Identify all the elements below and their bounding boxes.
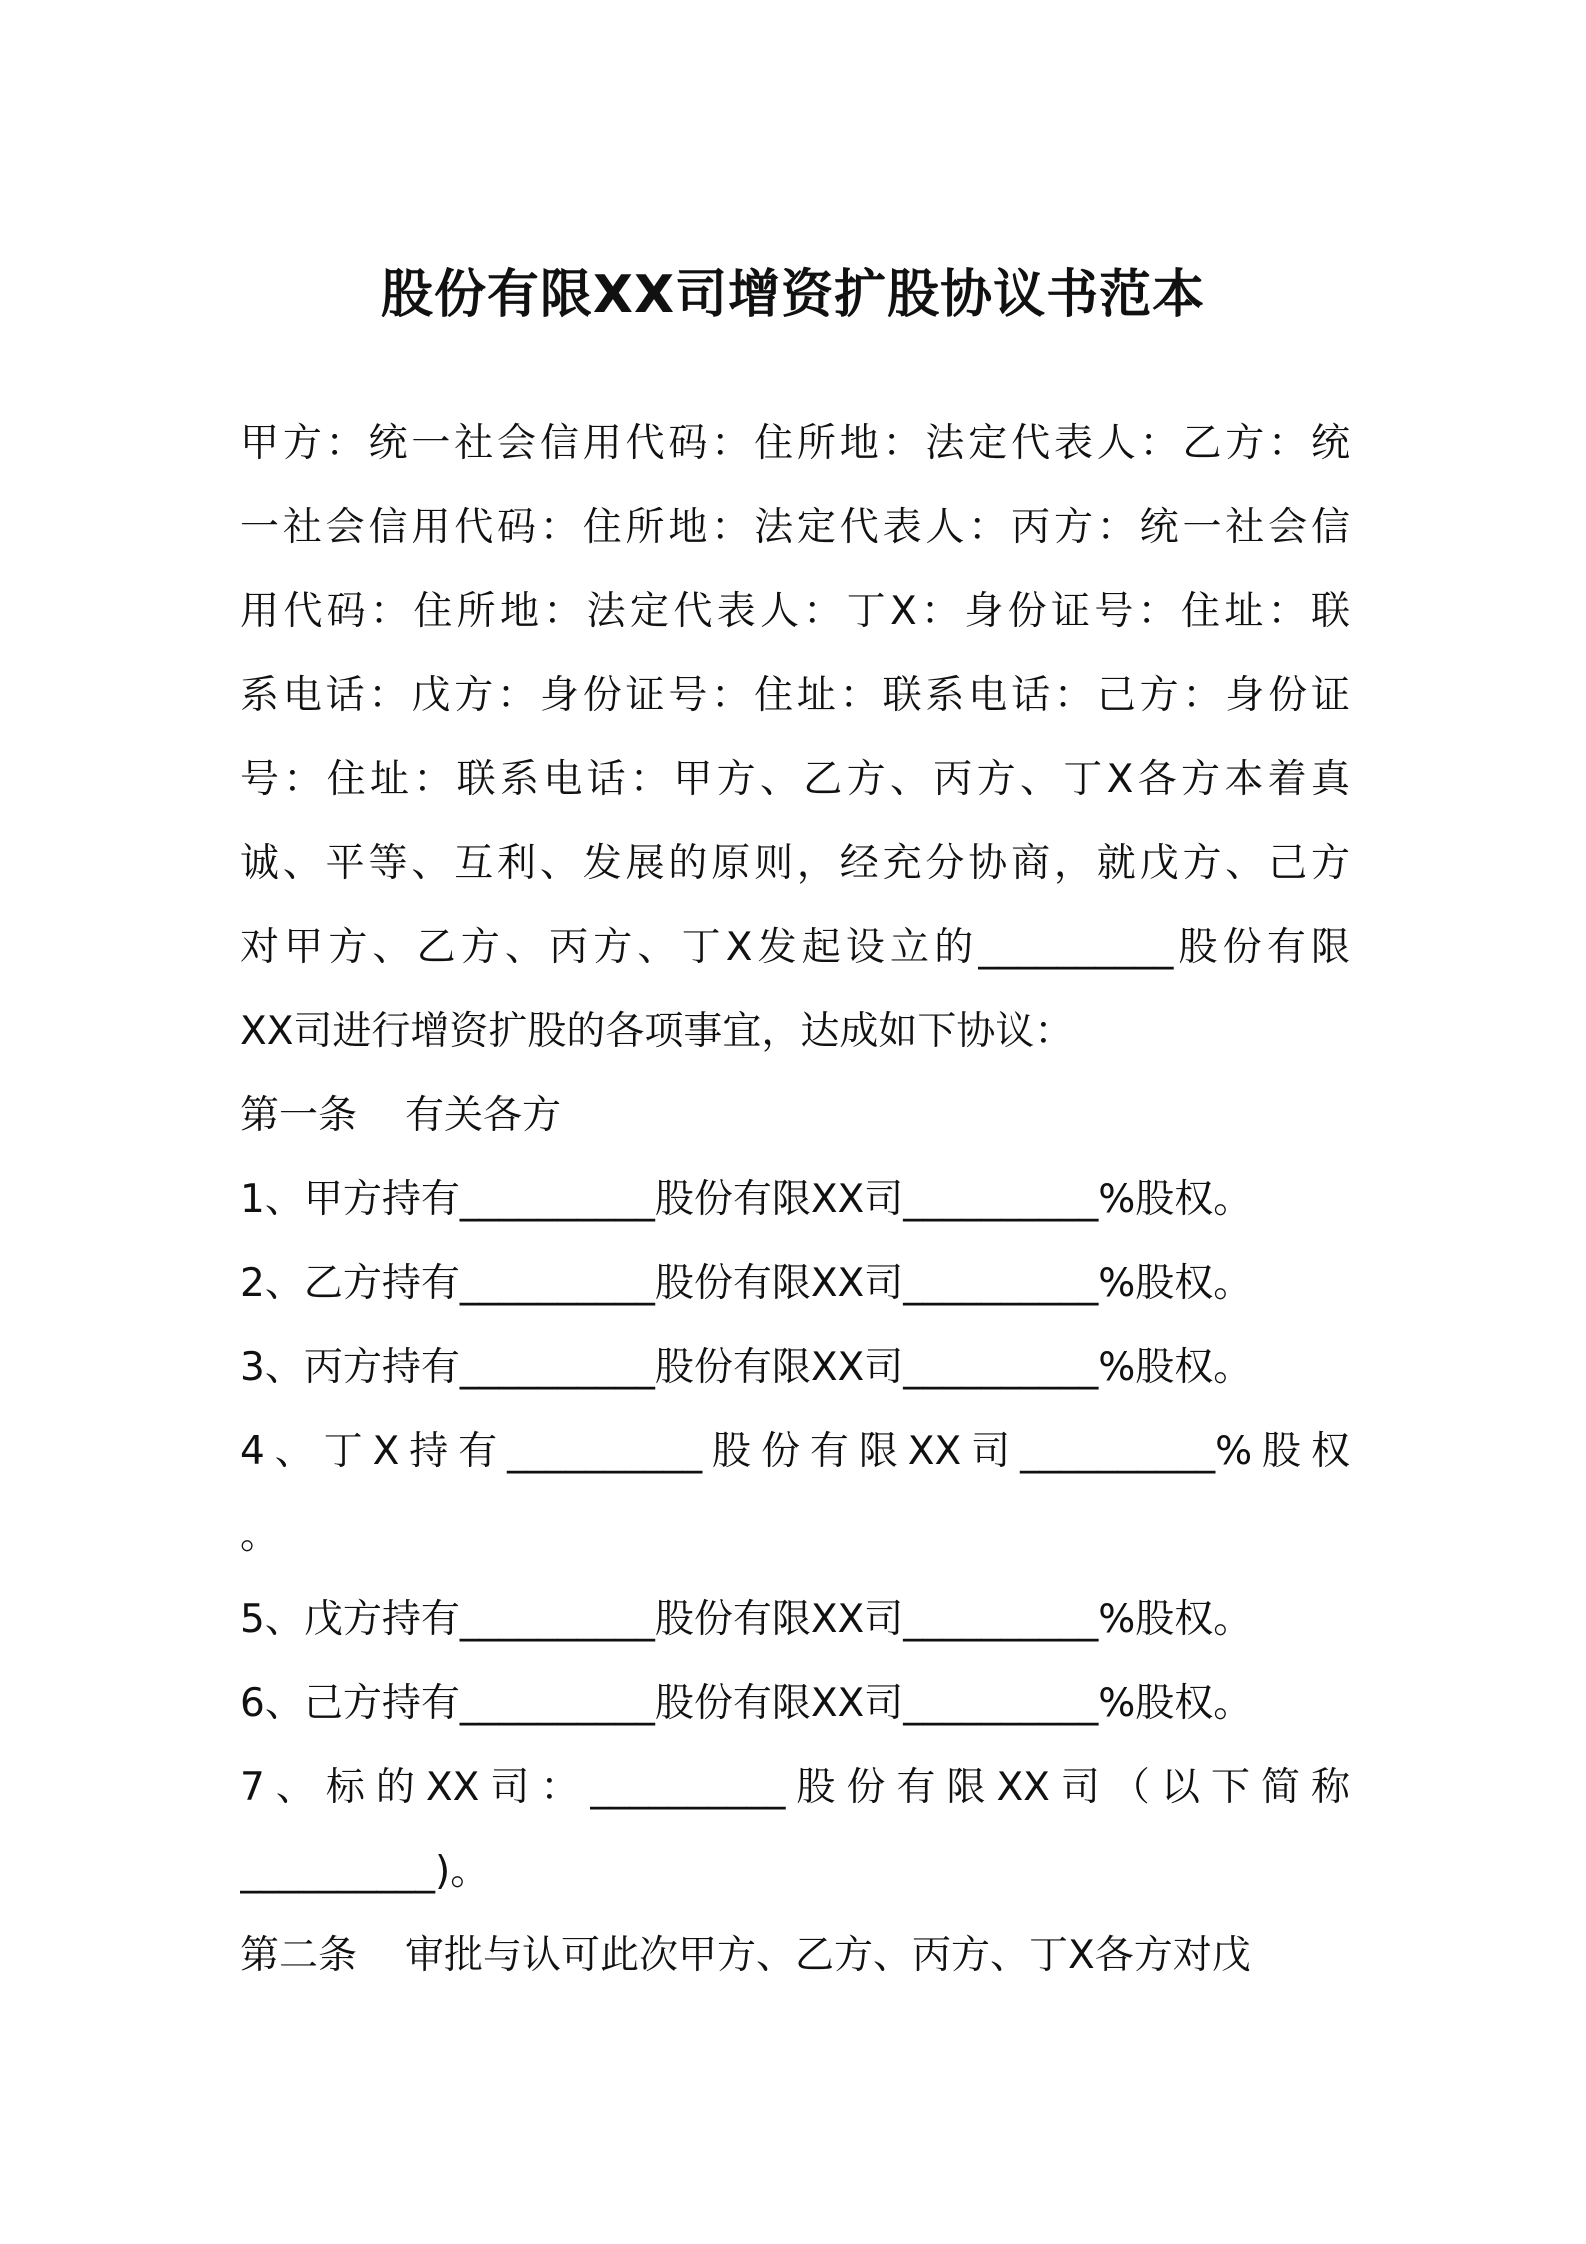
clause-1-2: 2、乙方持有__________股份有限XX司__________%股权。 bbox=[240, 1261, 1253, 1306]
article-1-title: 有关各方 bbox=[405, 1093, 562, 1138]
article-2-title: 审批与认可此次甲方、乙方、丙方、丁X各方对戊 bbox=[405, 1933, 1251, 1978]
clause-1-7: 7、标的XX司：__________股份有限XX司（以下简称 bbox=[240, 1765, 1350, 1810]
paragraph-line-2: 一社会信用代码：住所地：法定代表人：丙方：统一社会信 bbox=[240, 505, 1350, 550]
clause-1-5: 5、戊方持有__________股份有限XX司__________%股权。 bbox=[240, 1597, 1253, 1642]
clause-1-4: 4、丁X持有__________股份有限XX司__________%股权 bbox=[240, 1429, 1350, 1474]
clause-1-7-continuation: __________)。 bbox=[240, 1849, 490, 1894]
document-body bbox=[240, 402, 1350, 1998]
article-1-heading bbox=[240, 1074, 1350, 1158]
paragraph-line-8: XX司进行增资扩股的各项事宜，达成如下协议： bbox=[240, 1009, 1074, 1054]
paragraph-line-7: 对甲方、乙方、丙方、丁X发起设立的__________股份有限 bbox=[240, 925, 1350, 970]
article-2-number: 第二条 bbox=[240, 1933, 358, 1978]
article-2-heading bbox=[240, 1914, 1350, 1998]
paragraph-line-3: 用代码：住所地：法定代表人：丁X：身份证号：住址：联 bbox=[240, 589, 1350, 634]
document-title: 股份有限XX司增资扩股协议书范本 bbox=[380, 265, 1206, 325]
paragraph-line-6: 诚、平等、互利、发展的原则，经充分协商，就戊方、己方 bbox=[240, 841, 1350, 886]
paragraph-line-1: 甲方：统一社会信用代码：住所地：法定代表人：乙方：统 bbox=[240, 421, 1350, 466]
paragraph-line-5: 号：住址：联系电话：甲方、乙方、丙方、丁X各方本着真 bbox=[240, 757, 1350, 802]
article-1-number: 第一条 bbox=[240, 1093, 358, 1138]
clause-1-4-continuation: 。 bbox=[240, 1513, 280, 1558]
clause-1-1: 1、甲方持有__________股份有限XX司__________%股权。 bbox=[240, 1177, 1253, 1222]
paragraph-line-4: 系电话：戊方：身份证号：住址：联系电话：己方：身份证 bbox=[240, 673, 1350, 718]
clause-1-6: 6、己方持有__________股份有限XX司__________%股权。 bbox=[240, 1681, 1253, 1726]
clause-1-3: 3、丙方持有__________股份有限XX司__________%股权。 bbox=[240, 1345, 1253, 1390]
